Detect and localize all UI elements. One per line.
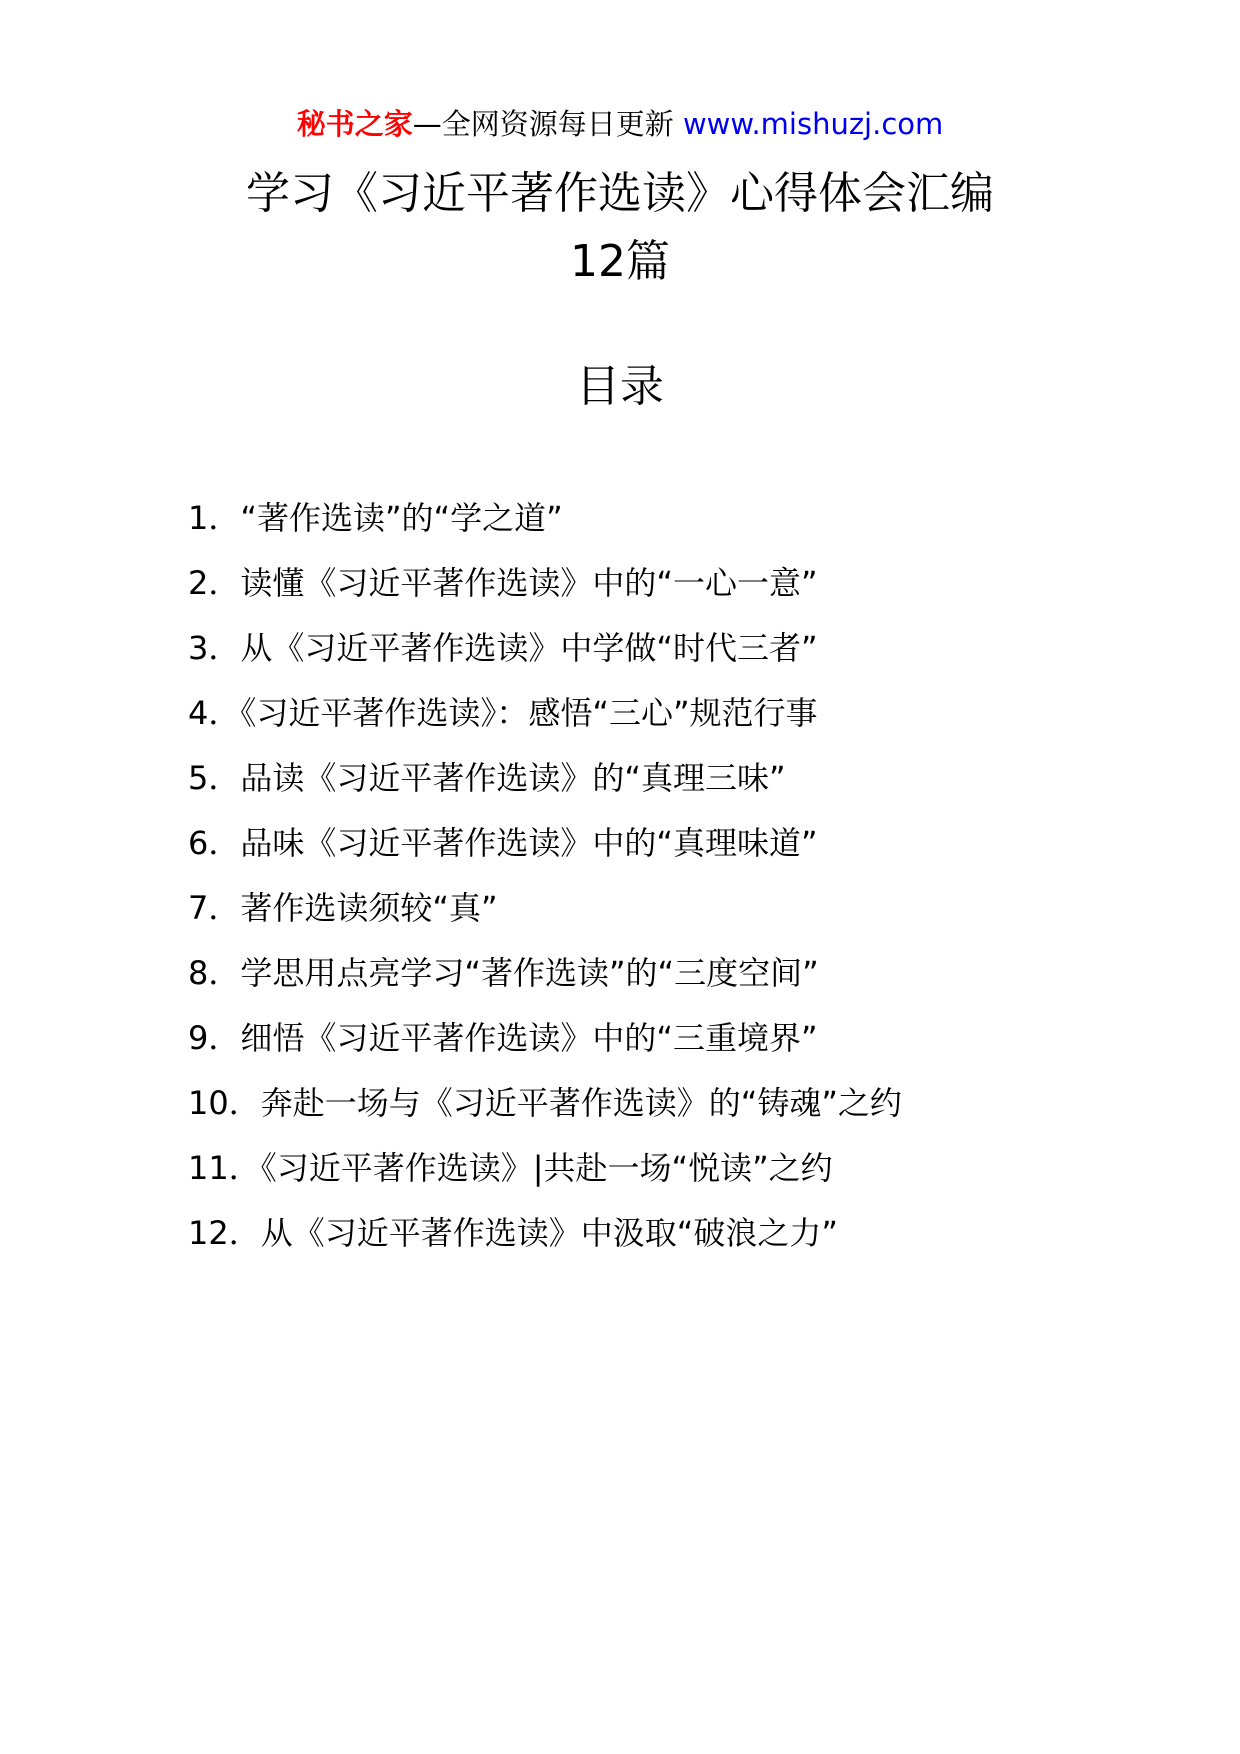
toc-item-number: 3． bbox=[188, 629, 241, 667]
toc-item-2[interactable] bbox=[188, 551, 1188, 616]
toc-item-text: 从《习近平著作选读》中学做“时代三者” bbox=[240, 629, 818, 667]
toc-item-7[interactable] bbox=[188, 876, 1188, 941]
toc-item-number: 7． bbox=[188, 889, 241, 927]
toc-item-number: 4． bbox=[188, 694, 241, 732]
document-title bbox=[0, 160, 1240, 296]
toc-item-6[interactable] bbox=[188, 811, 1188, 876]
toc-item-number: 6． bbox=[188, 824, 241, 862]
toc-heading: 目录 bbox=[576, 361, 664, 412]
toc-item-4[interactable] bbox=[188, 681, 1188, 746]
toc-item-text: 奔赴一场与《习近平著作选读》的“铸魂”之约 bbox=[260, 1084, 902, 1122]
document-title-line-1: 学习《习近平著作选读》心得体会汇编 bbox=[246, 168, 994, 219]
toc-item-9[interactable] bbox=[188, 1006, 1188, 1071]
document-title-line-2: 12篇 bbox=[570, 236, 670, 287]
brand-name: 秘书之家 bbox=[296, 107, 413, 141]
site-slogan: —全网资源每日更新 bbox=[412, 107, 674, 141]
toc-item-text: 《习近平著作选读》：感悟“三心”规范行事 bbox=[240, 694, 818, 732]
site-header bbox=[0, 100, 1240, 148]
toc-item-3[interactable] bbox=[188, 616, 1188, 681]
toc-item-5[interactable] bbox=[188, 746, 1188, 811]
toc-item-text: 细悟《习近平著作选读》中的“三重境界” bbox=[240, 1019, 818, 1057]
toc-item-8[interactable] bbox=[188, 941, 1188, 1006]
toc-item-text: 品味《习近平著作选读》中的“真理味道” bbox=[240, 824, 818, 862]
toc-item-number: 5． bbox=[188, 759, 241, 797]
toc-item-text: 《习近平著作选读》|共赴一场“悦读”之约 bbox=[260, 1149, 833, 1187]
site-url-link[interactable]: www.mishuzj.com bbox=[682, 107, 944, 141]
toc-item-number: 1． bbox=[188, 499, 241, 537]
toc-item-12[interactable] bbox=[188, 1201, 1188, 1266]
toc-item-text: 品读《习近平著作选读》的“真理三味” bbox=[240, 759, 786, 797]
toc-item-11[interactable] bbox=[188, 1136, 1188, 1201]
toc-item-10[interactable] bbox=[188, 1071, 1188, 1136]
toc-item-text: 著作选读须较“真” bbox=[240, 889, 498, 927]
table-of-contents bbox=[188, 486, 1188, 1266]
toc-item-number: 2． bbox=[188, 564, 241, 602]
toc-item-number: 10． bbox=[188, 1084, 261, 1122]
toc-item-text: 从《习近平著作选读》中汲取“破浪之力” bbox=[260, 1214, 838, 1252]
toc-item-number: 8． bbox=[188, 954, 241, 992]
toc-item-number: 12． bbox=[188, 1214, 261, 1252]
toc-item-1[interactable] bbox=[188, 486, 1188, 551]
toc-item-number: 11． bbox=[188, 1149, 261, 1187]
toc-item-text: 学思用点亮学习“著作选读”的“三度空间” bbox=[240, 954, 819, 992]
toc-item-text: 读懂《习近平著作选读》中的“一心一意” bbox=[240, 564, 818, 602]
toc-item-number: 9． bbox=[188, 1019, 241, 1057]
toc-item-text: “著作选读”的“学之道” bbox=[240, 499, 563, 537]
